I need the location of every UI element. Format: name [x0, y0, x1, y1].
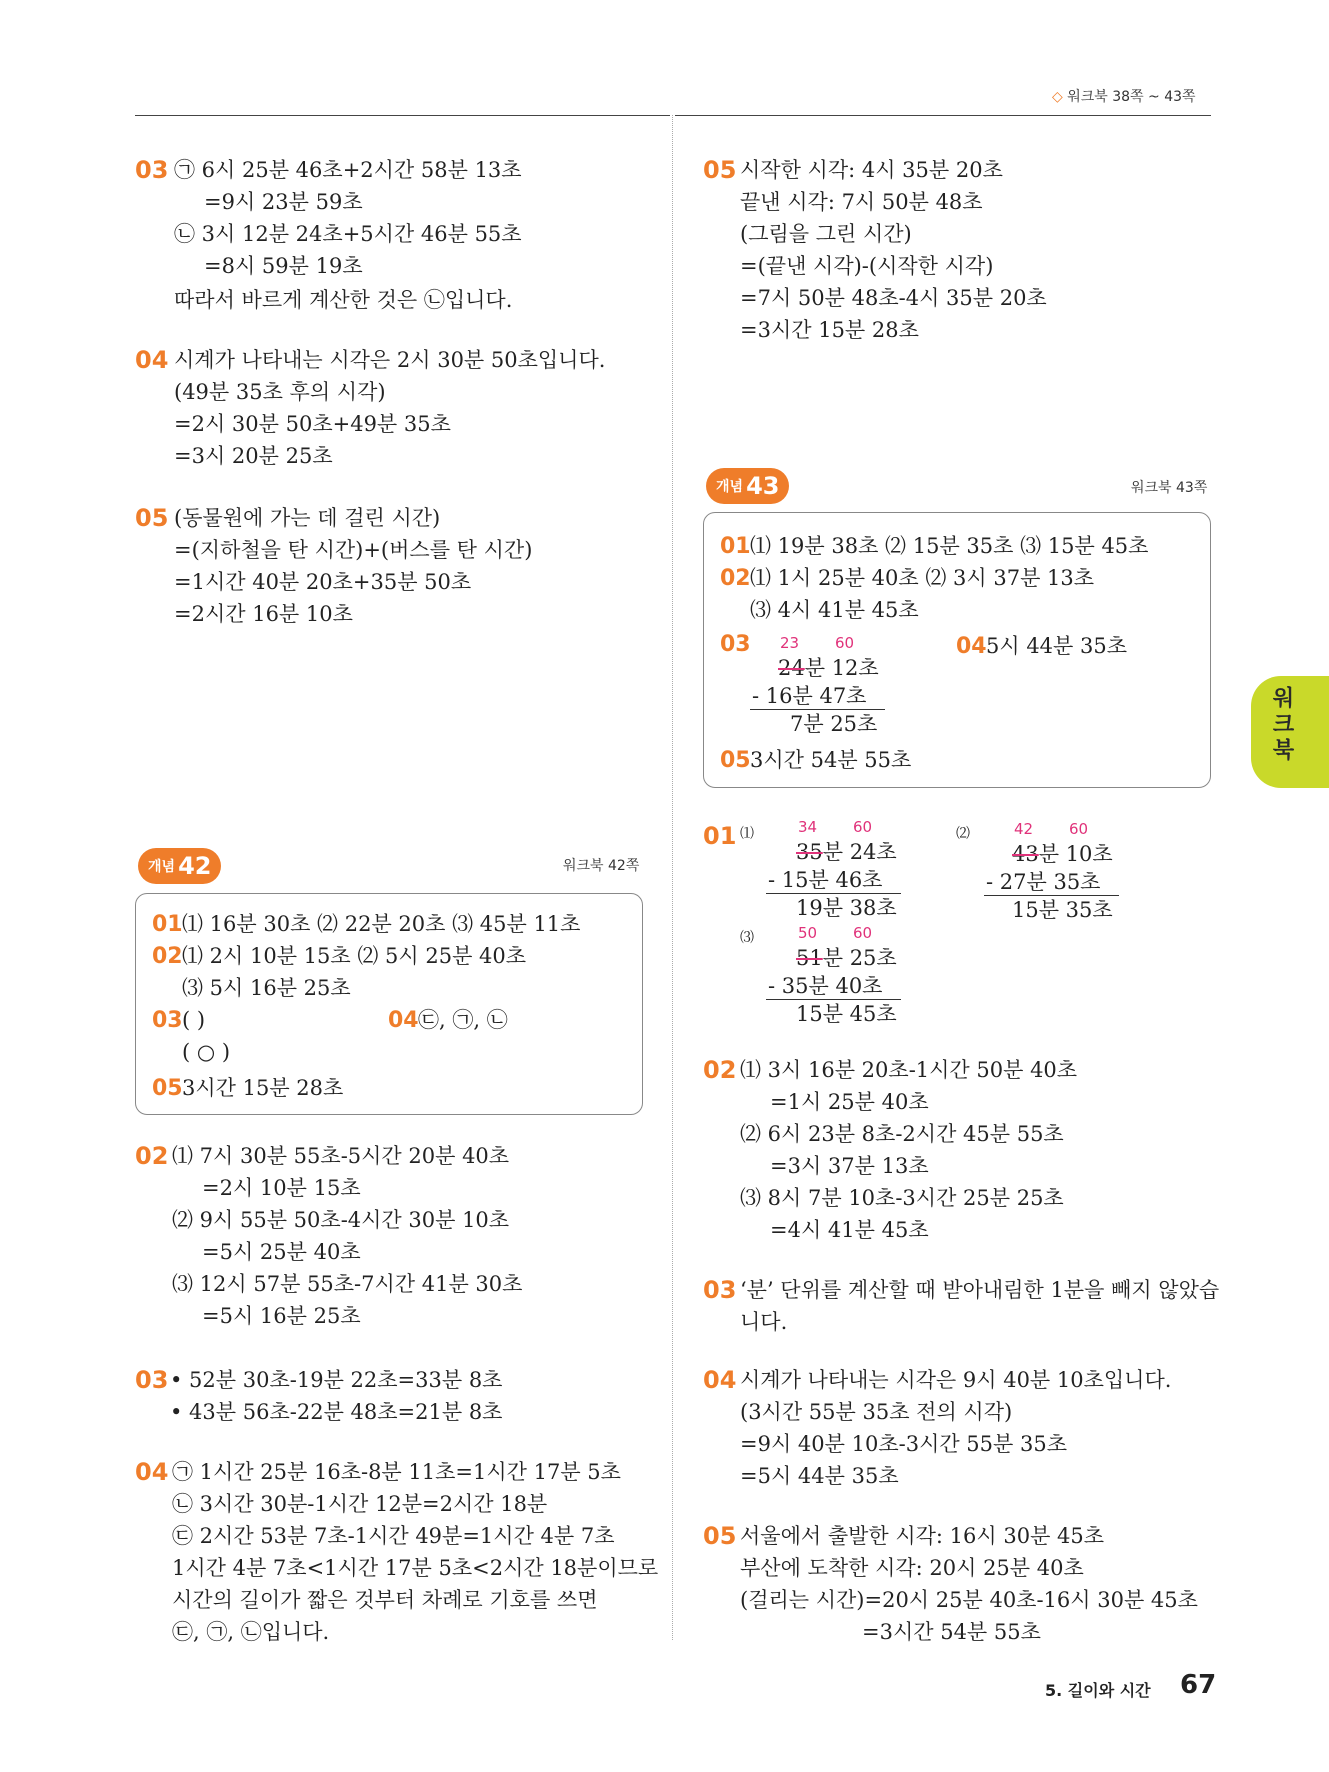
concept-tag: 개념 42 [138, 848, 221, 884]
top-rule-right [675, 115, 1211, 116]
question-number: 03 [703, 1276, 737, 1304]
question-number: 04 [135, 346, 169, 374]
question-number: 02 [703, 1056, 737, 1084]
column-divider [672, 115, 673, 1640]
question-number: 05 [135, 504, 169, 532]
diamond-icon: ◇ [1052, 89, 1063, 105]
chapter-label: 5. 길이와 시간 [1045, 1681, 1151, 1700]
question-number: 01 [703, 822, 737, 850]
question-number: 05 [703, 1522, 737, 1550]
question-number: 04 [135, 1458, 169, 1486]
side-tab-label: 워크북 [1269, 686, 1294, 764]
question-number: 05 [703, 156, 737, 184]
workbook-ref-header: ◇ 워크북 38쪽 ~ 43쪽 [1052, 89, 1196, 105]
question-number: 02 [135, 1142, 169, 1170]
question-number: 03 [135, 1366, 169, 1394]
question-number: 04 [703, 1366, 737, 1394]
top-rule-left [135, 115, 670, 116]
concept-tag: 개념 43 [706, 468, 789, 504]
page-number: 67 [1180, 1670, 1217, 1700]
question-number: 03 [135, 156, 169, 184]
